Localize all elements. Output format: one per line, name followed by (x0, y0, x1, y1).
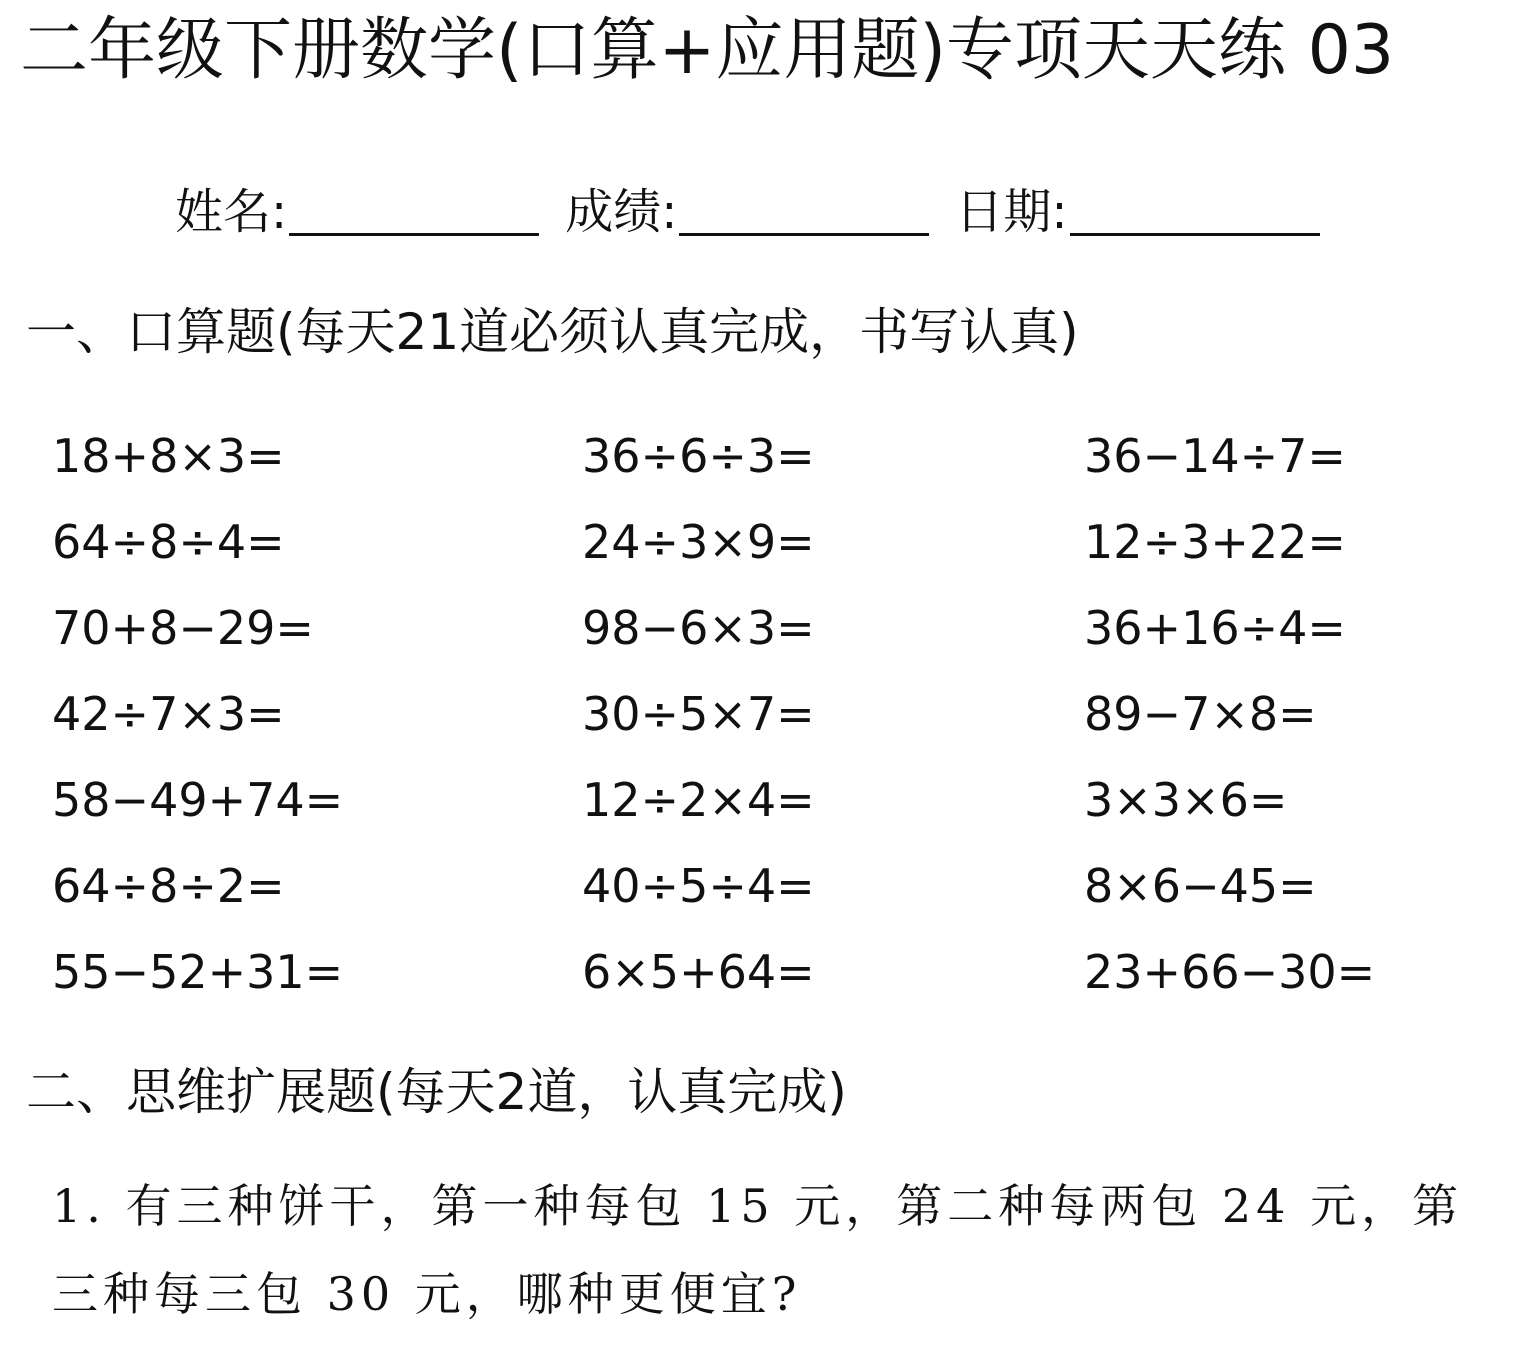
problem-c1-r1: 18+8×3= (52, 429, 285, 483)
problem-c3-r4: 89−7×8= (1084, 687, 1317, 741)
problem-c1-r6: 64÷8÷2= (52, 859, 285, 913)
problem-c2-r6: 40÷5÷4= (582, 859, 815, 913)
word-problem-1: 1. 有三种饼干，第一种每包 15 元，第二种每两包 24 元，第三种每三包 30 元，哪种更便宜? (52, 1179, 1464, 1321)
problem-c1-r4: 42÷7×3= (52, 687, 285, 741)
problem-c2-r1: 36÷6÷3= (582, 429, 815, 483)
problem-c2-r3: 98−6×3= (582, 601, 815, 655)
worksheet-title: 二年级下册数学(口算+应用题)专项天天练 03 (20, 11, 1395, 90)
score-field (565, 184, 929, 240)
problem-c1-r3: 70+8−29= (52, 601, 314, 655)
problem-c3-r7: 23+66−30= (1084, 945, 1376, 999)
section-thinking-extension-title: 二、思维扩展题(每天2道，认真完成) (26, 1063, 847, 1121)
problem-c3-r3: 36+16÷4= (1084, 601, 1346, 655)
problem-c3-r1: 36−14÷7= (1084, 429, 1346, 483)
problem-c3-r2: 12÷3+22= (1084, 515, 1346, 569)
problem-c2-r5: 12÷2×4= (582, 773, 815, 827)
problem-c3-r5: 3×3×6= (1084, 773, 1288, 827)
problem-c1-r2: 64÷8÷4= (52, 515, 285, 569)
score-blank[interactable] (679, 193, 929, 236)
problem-c2-r4: 30÷5×7= (582, 687, 815, 741)
name-label: 姓名: (175, 184, 288, 240)
student-info-row (175, 180, 1346, 240)
oral-calculation-grid (52, 426, 1452, 1026)
name-field (175, 184, 539, 240)
problem-c1-r5: 58−49+74= (52, 773, 344, 827)
problem-c3-r6: 8×6−45= (1084, 859, 1317, 913)
score-label: 成绩: (565, 184, 678, 240)
date-field (955, 184, 1319, 240)
section-oral-calculation-title: 一、口算题(每天21道必须认真完成，书写认真) (26, 303, 1079, 361)
problem-c2-r2: 24÷3×9= (582, 515, 815, 569)
date-label: 日期: (955, 184, 1068, 240)
name-blank[interactable] (289, 193, 539, 236)
problem-c1-r7: 55−52+31= (52, 945, 344, 999)
date-blank[interactable] (1070, 193, 1320, 236)
problem-c2-r7: 6×5+64= (582, 945, 815, 999)
